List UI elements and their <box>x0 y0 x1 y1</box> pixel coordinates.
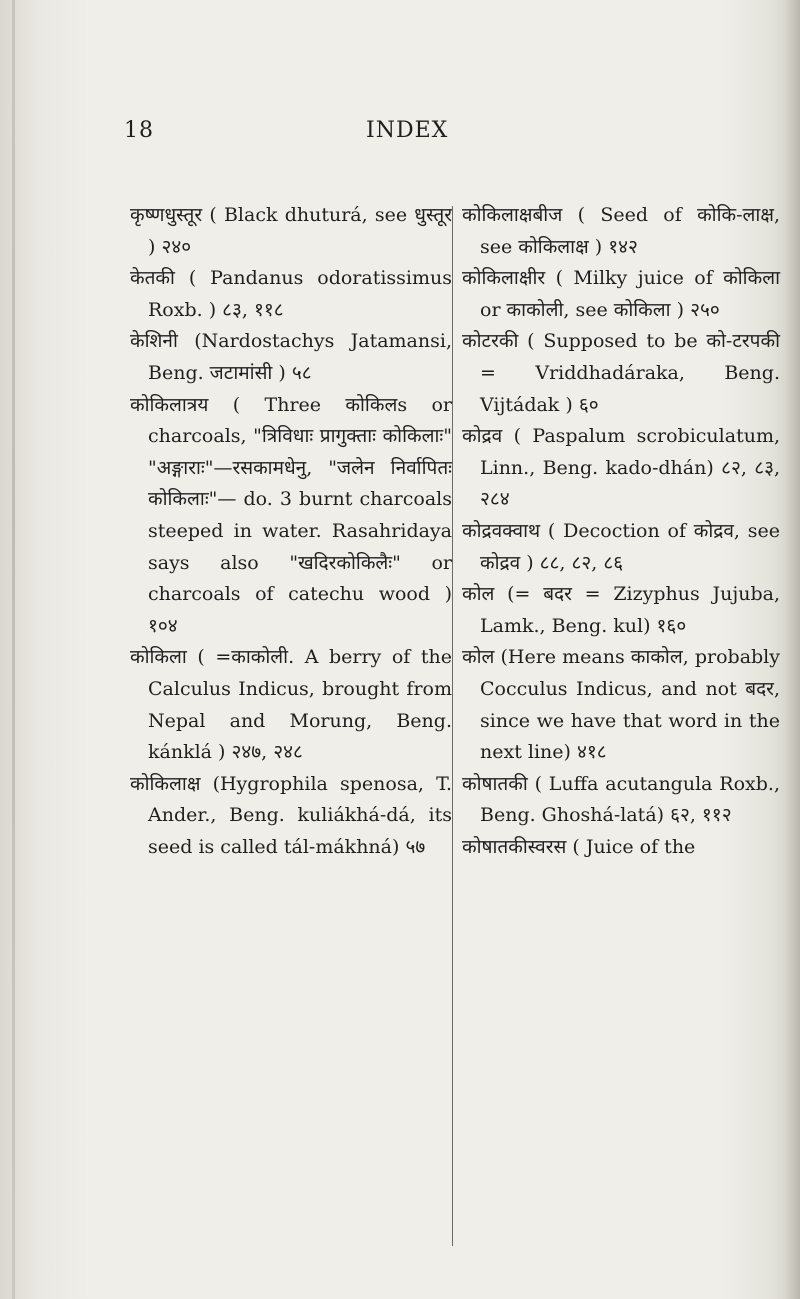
index-entry: केतकी ( Pandanus odoratissimus Roxb. ) ८३, ११८ <box>130 267 452 321</box>
page-edge <box>786 0 800 1299</box>
index-entry: कोद्रव ( Paspalum scrobiculatum, Linn., Beng. kado-dhán) ८२, ८३, २८४ <box>462 425 780 511</box>
index-entry: कोकिलाक्ष (Hygrophila spenosa, T. Ander., Beng. kuliákhá-dá, its seed is called tál-mákhná) ५७ <box>130 772 452 858</box>
left-column <box>130 200 452 863</box>
right-column <box>462 200 780 863</box>
column-divider <box>452 206 453 1246</box>
index-entry: कोटरकी ( Supposed to be को-टरपकी = Vriddhadáraka, Beng. Vijtádak ) ६० <box>462 330 780 416</box>
index-entry: कोकिलाक्षबीज ( Seed of कोकि-लाक्ष, see कोकिलाक्ष ) १४२ <box>462 204 780 258</box>
index-entry: कोकिला ( =काकोली. A berry of the Calculus Indicus, brought from Nepal and Morung, Beng. kánklá ) २४७, २४८ <box>130 646 452 764</box>
index-entry: कोकिलात्रय ( Three कोकिलs or charcoals, "त्रिविधाः प्रागुक्ताः कोकिलाः" "अङ्गाराः"—रसकामधेनु, "जलेन निर्वापितः कोकिलाः"— do. 3 burnt charcoals steeped in water. Rasahridaya says also "खदिरकोकिलैः" or charcoals of catechu wood ) १०४ <box>130 393 452 637</box>
running-head: INDEX <box>366 118 449 143</box>
page-header <box>0 118 800 158</box>
index-entry: कोषातकीस्वरस ( Juice of the <box>462 835 696 858</box>
index-entry: कोकिलाक्षीर ( Milky juice of कोकिला or काकोली, see कोकिला ) २५० <box>462 267 780 321</box>
gutter-line <box>12 0 15 1299</box>
index-entry: कोद्रवक्वाथ ( Decoction of कोद्रव, see कोद्रव ) ८८, ८२, ८६ <box>462 519 780 574</box>
index-entry: कोल (Here means काकोल, probably Cocculus Indicus, and not बदर, since we have that word in the next line) ४१८ <box>462 646 780 764</box>
page-number: 18 <box>124 118 154 143</box>
index-entry: कोल (= बदर = Zizyphus Jujuba, Lamk., Beng. kul) १६० <box>462 583 780 637</box>
index-entry: कृष्णधुस्तूर ( Black dhuturá, see धुस्तूर ) २४० <box>130 204 452 258</box>
index-entry: कोषातकी ( Luffa acutangula Roxb., Beng. Ghoshá-latá) ६२, ११२ <box>462 772 780 827</box>
index-entry: केशिनी (Nardostachys Jatamansi, Beng. जटामांसी ) ५८ <box>130 330 452 384</box>
